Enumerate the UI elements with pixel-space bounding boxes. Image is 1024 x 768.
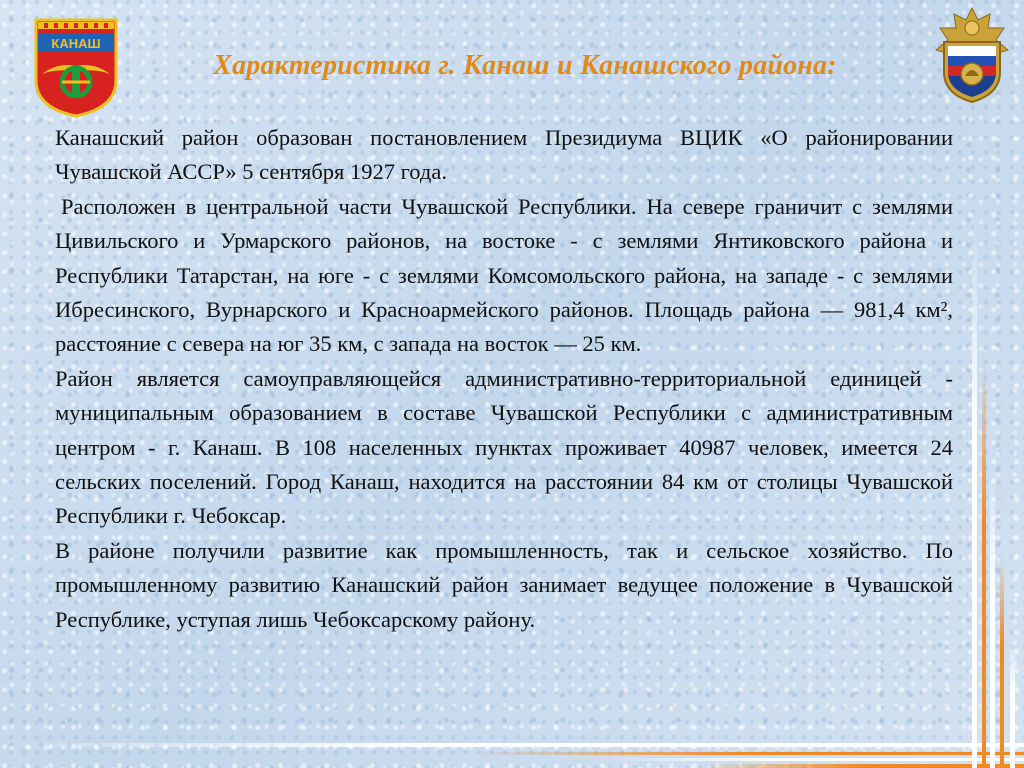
- page-title: Характеристика г. Канаш и Канашского района:: [213, 50, 837, 81]
- paragraph: Канашский район образован постановлением Президиума ВЦИК «О районировании Чувашской АССР» 5 сентября 1927 года.: [55, 125, 953, 185]
- paragraph: В районе получили развитие как промышленность, так и сельское хозяйство. По промышленному развитию Канашский район занимает ведущее положение в Чувашской Республике, уступая лишь Чебоксарскому району.: [55, 537, 953, 632]
- decorative-stripe: [470, 752, 1024, 755]
- decorative-stripe: [1010, 640, 1015, 768]
- kanash-coat-of-arms-icon: [32, 18, 120, 118]
- paragraph: Район является самоуправляющейся административно-территориальной единицей - муниципальным образованием в составе Чувашской Республики с административным центром - г. Канаш. В 108 населенных пунктах проживает 40987 человек, имеется 24 сельских поселений. Город Канаш, находится на расстоянии 84 км от столицы Чувашской Республики г. Чебоксар.: [55, 365, 953, 529]
- decorative-stripe: [30, 743, 1024, 747]
- decorative-stripe: [1000, 560, 1004, 768]
- fire-service-emblem-icon: [932, 6, 1012, 106]
- svg-text:КАНАШ: КАНАШ: [51, 36, 101, 51]
- decorative-stripe: [600, 758, 1024, 761]
- decorative-stripe: [972, 210, 977, 768]
- paragraph: Расположен в центральной части Чувашской Республики. На севере граничит с землями Цивильского и Урмарского районов, на востоке - с землями Янтиковского района и Республики Татарстан, на юге - с землями Комсомольского района, на западе - с землями Ибресинского, Вурнарского и Красноармейского районов. Площадь района — 981,4 км², расстояние с севера на юг 35 км, с запада на восток — 25 км.: [55, 193, 953, 357]
- decorative-stripe: [990, 470, 995, 768]
- main-text: [55, 121, 953, 637]
- decorative-stripe: [982, 360, 986, 768]
